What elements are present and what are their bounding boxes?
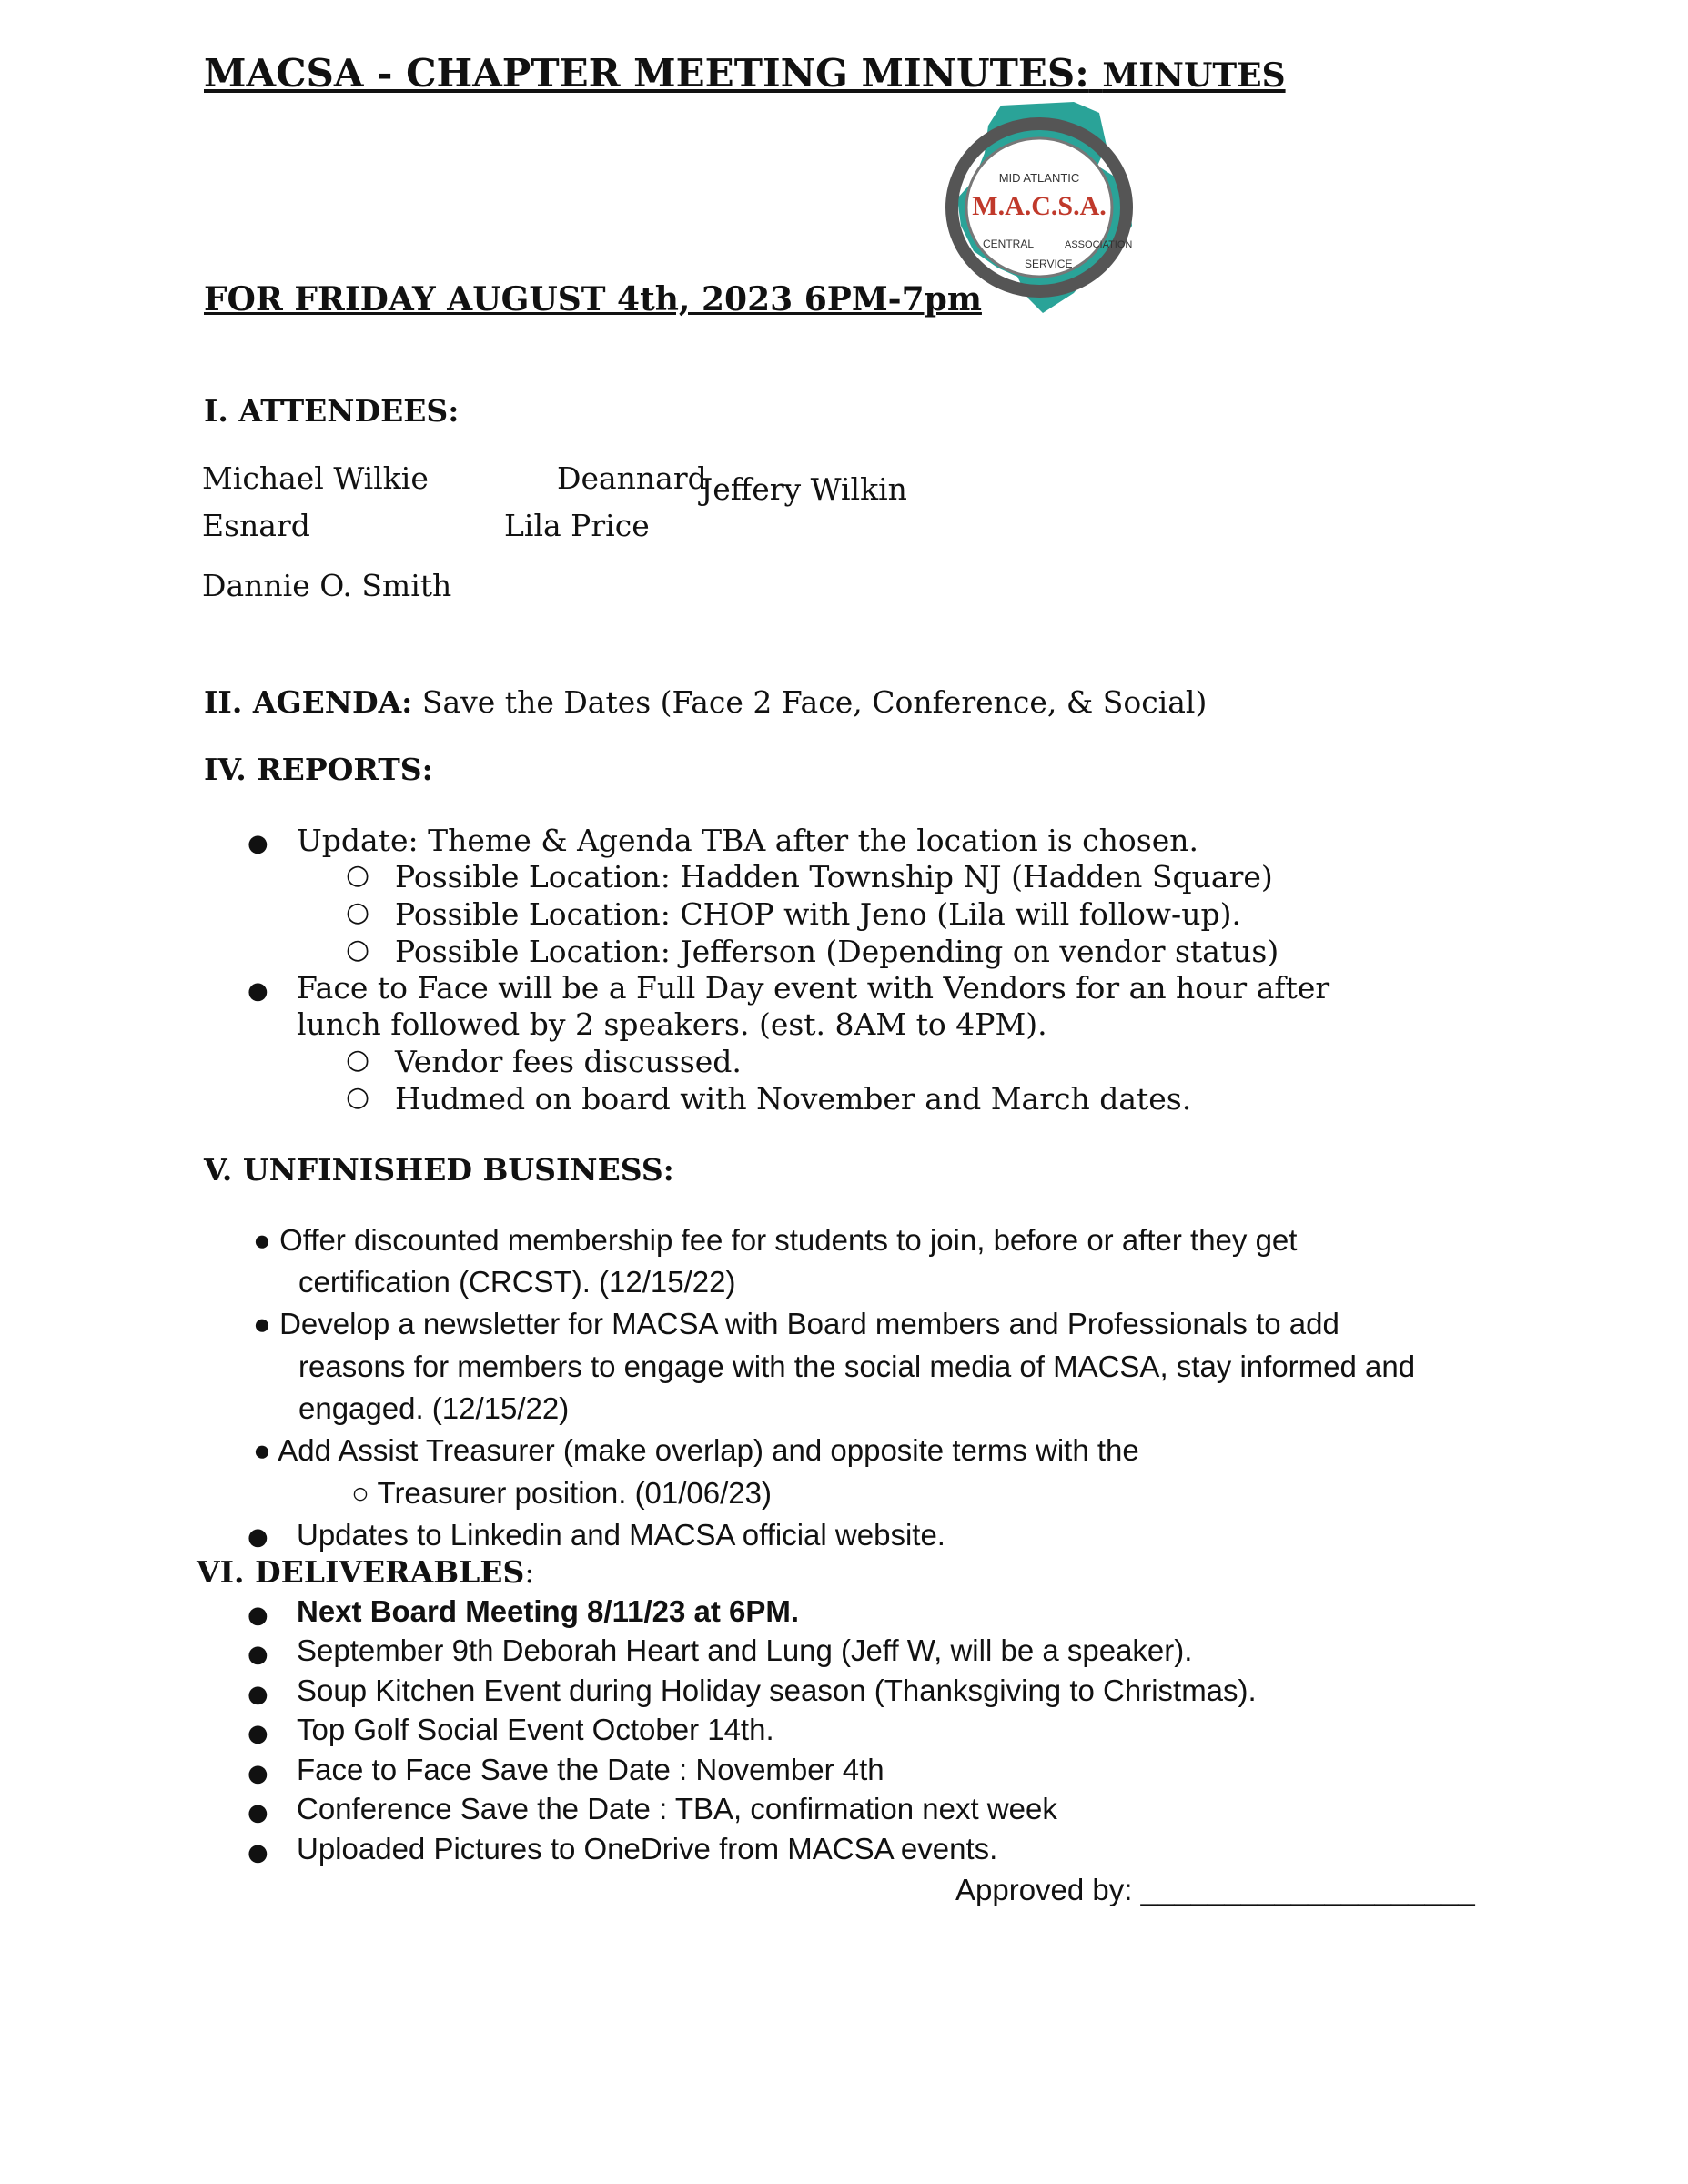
unfinished-line: engaged. (12/15/22) <box>298 1391 570 1425</box>
report-line: Possible Location: CHOP with Jeno (Lila will follow-up). <box>395 896 1241 932</box>
attendees-heading: I. ATTENDEES: <box>204 393 460 429</box>
unfinished-line: ○ Treasurer position. (01/06/23) <box>351 1476 772 1510</box>
page-title <box>204 51 1286 96</box>
logo-text-right: ASSOCIATION <box>1065 239 1133 250</box>
deliverable-item: Uploaded Pictures to OneDrive from MACSA events. <box>297 1832 998 1866</box>
deliverables-heading-line <box>197 1554 534 1590</box>
bullet-icon: ● <box>248 977 268 1005</box>
attendee-name: Michael Wilkie <box>202 460 429 496</box>
reports-heading: IV. REPORTS: <box>204 752 433 787</box>
attendee-name: Deannard <box>557 460 707 496</box>
unfinished-line: ● Offer discounted membership fee for students to join, before or after they get <box>253 1223 1298 1257</box>
logo-text-top: MID ATLANTIC <box>998 171 1080 185</box>
logo-text-bottom: SERVICE <box>1025 258 1073 270</box>
bullet-icon: ● <box>248 1760 268 1787</box>
report-line: Face to Face will be a Full Day event with Vendors for an hour after <box>297 970 1330 1006</box>
unfinished-line: reasons for members to engage with the social media of MACSA, stay informed and <box>298 1350 1416 1383</box>
title-suffix: MINUTES <box>1102 56 1286 95</box>
agenda-line <box>204 684 1207 720</box>
attendee-name: Esnard <box>202 508 310 543</box>
deliverable-item: Top Golf Social Event October 14th. <box>297 1713 774 1746</box>
deliverables-colon: : <box>524 1554 535 1590</box>
title-main: MACSA - CHAPTER MEETING MINUTES: <box>204 51 1089 96</box>
bullet-icon: ● <box>248 1641 268 1668</box>
circle-bullet-icon: ○ <box>346 1081 370 1113</box>
deliverable-item: Next Board Meeting 8/11/23 at 6PM. <box>297 1594 800 1628</box>
circle-bullet-icon: ○ <box>346 896 370 928</box>
logo-text-left: CENTRAL <box>983 238 1035 250</box>
report-line: Update: Theme & Agenda TBA after the location is chosen. <box>297 823 1198 858</box>
report-line: Possible Location: Jefferson (Depending on vendor status) <box>395 934 1279 969</box>
deliverables-heading: VI. DELIVERABLES <box>197 1554 525 1590</box>
logo-text-main: M.A.C.S.A. <box>972 191 1107 221</box>
attendee-name: Dannie O. Smith <box>202 568 452 603</box>
bullet-icon: ● <box>248 1799 268 1826</box>
agenda-heading: II. AGENDA: <box>204 684 413 720</box>
report-line: Vendor fees discussed. <box>395 1044 742 1079</box>
agenda-text: Save the Dates (Face 2 Face, Conference, & Social) <box>421 684 1208 720</box>
deliverable-item: Soup Kitchen Event during Holiday season (Thanksgiving to Christmas). <box>297 1673 1257 1707</box>
report-line: Possible Location: Hadden Township NJ (Hadden Square) <box>395 859 1273 895</box>
deliverable-item: Face to Face Save the Date : November 4th <box>297 1753 884 1786</box>
bullet-icon: ● <box>248 1681 268 1708</box>
unfinished-line: Updates to Linkedin and MACSA official website. <box>297 1518 945 1552</box>
meeting-date: FOR FRIDAY AUGUST 4th, 2023 6PM-7pm <box>204 280 982 318</box>
report-line: Hudmed on board with November and March dates. <box>395 1081 1192 1117</box>
attendee-name: Lila Price <box>504 508 650 543</box>
approval-line: Approved by: ____________________ <box>955 1873 1475 1906</box>
bullet-icon: ● <box>248 1839 268 1866</box>
unfinished-line: ● Add Assist Treasurer (make overlap) and opposite terms with the <box>253 1433 1139 1467</box>
circle-bullet-icon: ○ <box>346 934 370 966</box>
attendee-name: Jeffery Wilkin <box>701 471 907 507</box>
deliverable-item: September 9th Deborah Heart and Lung (Jeff W, will be a speaker). <box>297 1633 1193 1667</box>
circle-bullet-icon: ○ <box>346 1044 370 1076</box>
circle-bullet-icon: ○ <box>346 859 370 891</box>
bullet-icon: ● <box>248 1720 268 1747</box>
bullet-icon: ● <box>248 830 268 857</box>
deliverable-item: Conference Save the Date : TBA, confirmation next week <box>297 1792 1057 1825</box>
unfinished-heading: V. UNFINISHED BUSINESS: <box>204 1152 674 1188</box>
unfinished-line: ● Develop a newsletter for MACSA with Board members and Professionals to add <box>253 1307 1339 1340</box>
bullet-icon: ● <box>248 1523 268 1551</box>
report-line: lunch followed by 2 speakers. (est. 8AM to 4PM). <box>297 1006 1047 1042</box>
bullet-icon: ● <box>248 1602 268 1629</box>
unfinished-line: certification (CRCST). (12/15/22) <box>298 1265 736 1299</box>
